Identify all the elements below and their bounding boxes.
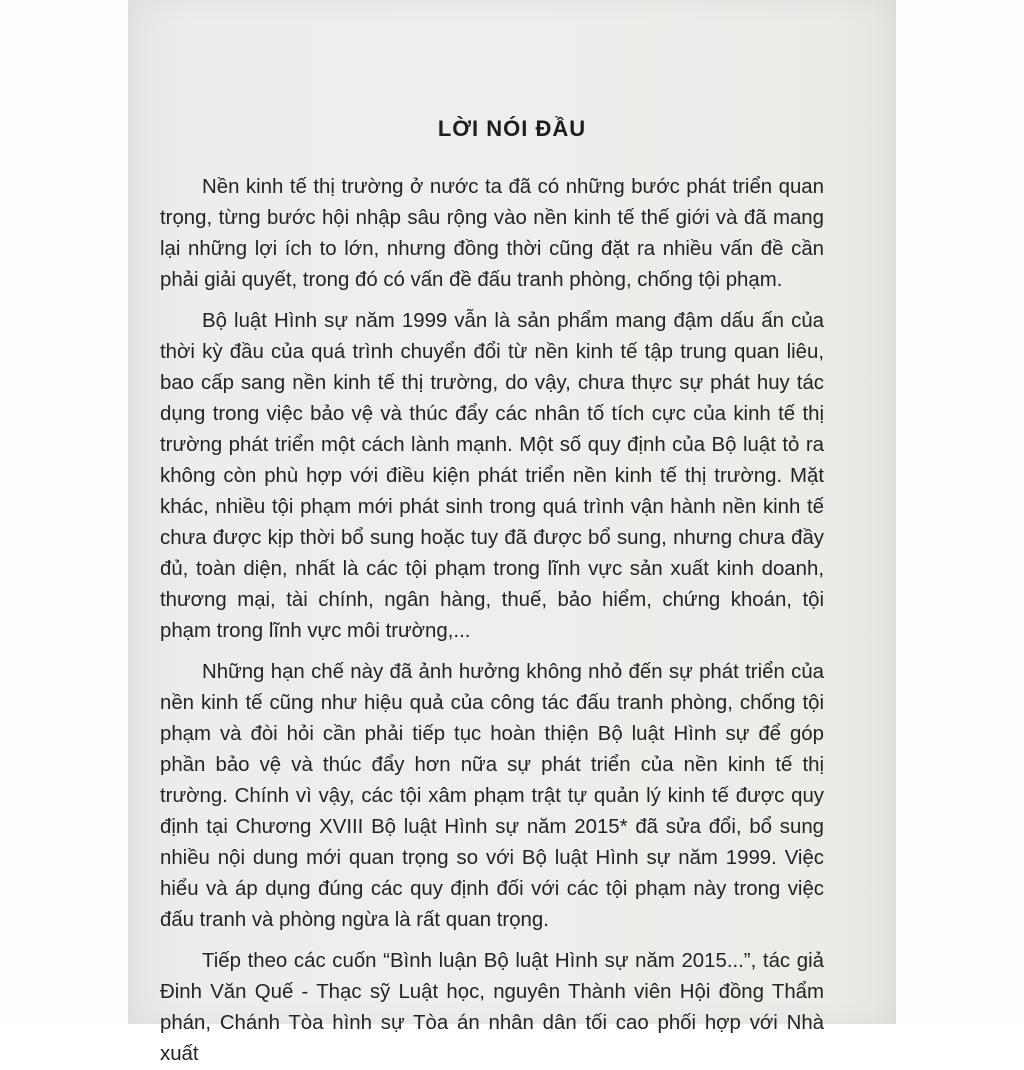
page-title: LỜI NÓI ĐẦU bbox=[437, 116, 587, 141]
paragraph: Tiếp theo các cuốn “Bình luận Bộ luật Hình sự năm 2015...”, tác giả Đinh Văn Quế - Thạc sỹ Luật học, nguyên Thành viên Hội đồng Thẩm phán, Chánh Tòa hình sự Tòa án nhân dân tối cao phối hợp với Nhà xuất bbox=[160, 950, 824, 1065]
paragraph: Những hạn chế này đã ảnh hưởng không nhỏ đến sự phát triển của nền kinh tế cũng như hiệu quả của công tác đấu tranh phòng, chống tội phạm và đòi hỏi cần phải tiếp tục hoàn thiện Bộ luật Hình sự để góp phần bảo vệ và thúc đẩy hơn nữa sự phát triển của nền kinh tế thị trường. Chính vì vậy, các tội xâm phạm trật tự quản lý kinh tế được quy định tại Chương XVIII Bộ luật Hình sự năm 2015* đã sửa đổi, bổ sung nhiều nội dung mới quan trọng so với Bộ luật Hình sự năm 1999. Việc hiểu và áp dụng đúng các quy định đối với các tội phạm này trong việc đấu tranh và phòng ngừa là rất quan trọng. bbox=[160, 661, 824, 931]
body-text bbox=[160, 172, 824, 1070]
paragraph: Nền kinh tế thị trường ở nước ta đã có những bước phát triển quan trọng, từng bước hội nhập sâu rộng vào nền kinh tế thế giới và đã mang lại những lợi ích to lớn, nhưng đồng thời cũng đặt ra nhiều vấn đề cần phải giải quyết, trong đó có vấn đề đấu tranh phòng, chống tội phạm. bbox=[160, 176, 824, 291]
paragraph: Bộ luật Hình sự năm 1999 vẫn là sản phẩm mang đậm dấu ấn của thời kỳ đầu của quá trình chuyển đổi từ nền kinh tế tập trung quan liêu, bao cấp sang nền kinh tế thị trường, do vậy, chưa thực sự phát huy tác dụng trong việc bảo vệ và thúc đẩy các nhân tố tích cực của kinh tế thị trường phát triển một cách lành mạnh. Một số quy định của Bộ luật tỏ ra không còn phù hợp với điều kiện phát triển nền kinh tế thị trường. Mặt khác, nhiều tội phạm mới phát sinh trong quá trình vận hành nền kinh tế chưa được kịp thời bổ sung hoặc tuy đã được bổ sung, nhưng chưa đầy đủ, toàn diện, nhất là các tội phạm trong lĩnh vực sản xuất kinh doanh, thương mại, tài chính, ngân hàng, thuế, bảo hiểm, chứng khoán, tội phạm trong lĩnh vực môi trường,... bbox=[160, 310, 824, 642]
